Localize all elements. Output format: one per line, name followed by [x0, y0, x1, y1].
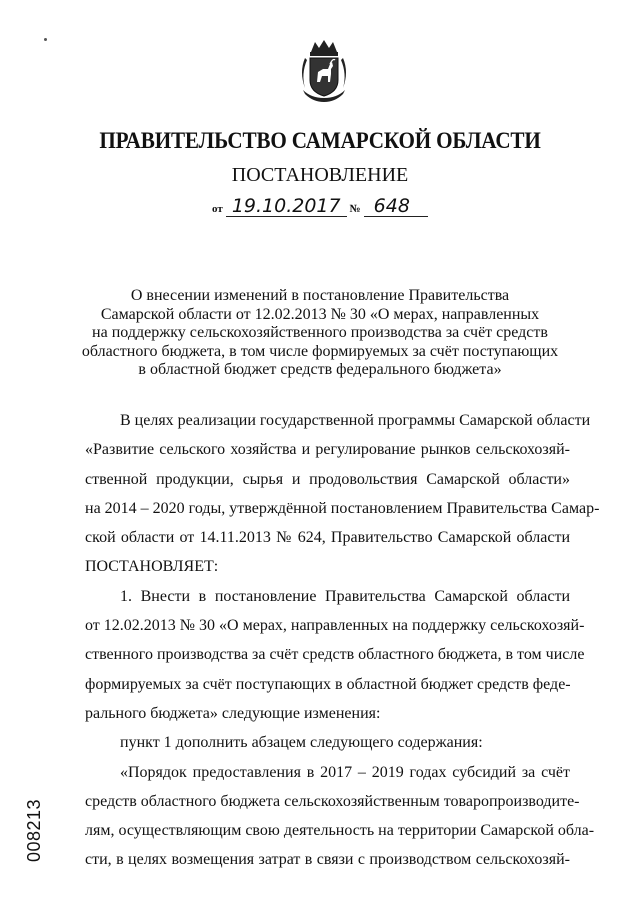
body-line: от 12.02.2013 № 30 «О мерах, направленных на поддержку сельскохозяй-	[85, 617, 585, 635]
coat-of-arms-icon	[297, 38, 351, 104]
subject-line: областного бюджета, в том числе формируемых за счёт поступающих	[81, 342, 559, 360]
body-line: рального бюджета» следующие изменения:	[85, 704, 381, 722]
document-subject	[60, 287, 580, 380]
subject-line: Самарской области от 12.02.2013 № 30 «О мерах, направленных	[100, 305, 540, 323]
body-line: лям, осуществляющим свою деятельность на территории Самарской обла-	[85, 822, 595, 840]
organization-title: ПРАВИТЕЛЬСТВО САМАРСКОЙ ОБЛАСТИ	[99, 128, 541, 153]
scan-mark	[44, 38, 47, 41]
date-prefix: от	[212, 203, 223, 215]
subject-line: на поддержку сельскохозяйственного производства за счёт средств	[92, 324, 548, 341]
body-line: В целях реализации государственной программы Самарской области	[120, 412, 591, 429]
body-line: «Порядок предоставления в 2017 – 2019 годах субсидий за счёт	[120, 763, 570, 781]
body-line: ПОСТАНОВЛЯЕТ:	[85, 558, 219, 576]
body-line: «Развитие сельского хозяйства и регулирование рынков сельскохозяй-	[85, 441, 570, 459]
document-date: 19.10.2017	[226, 196, 347, 217]
body-line: ской области от 14.11.2013 № 624, Правительство Самарской области	[85, 529, 570, 547]
document-number: 648	[364, 196, 428, 217]
body-line: ственного производства за счёт средств областного бюджета, в том числе	[85, 646, 585, 664]
body-line: 1. Внести в постановление Правительства Самарской области	[120, 587, 570, 605]
subject-line: О внесении изменений в постановление Правительства	[130, 287, 510, 304]
date-number-line	[0, 196, 640, 217]
document-body	[85, 406, 600, 875]
body-line: на 2014 – 2020 годы, утверждённой постановлением Правительства Самар-	[85, 499, 600, 517]
number-prefix: №	[349, 203, 361, 215]
body-line: средств областного бюджета сельскохозяйственным товаропроизводите-	[85, 792, 580, 810]
body-line: формируемых за счёт поступающих в областной бюджет средств феде-	[85, 675, 571, 693]
side-serial-number: 008213	[24, 798, 44, 862]
document-type: ПОСТАНОВЛЕНИЕ	[231, 164, 409, 186]
body-line: сти, в целях возмещения затрат в связи с производством сельскохозяй-	[85, 851, 570, 869]
body-line: ственной продукции, сырья и продовольствия Самарской области»	[85, 470, 570, 488]
subject-line: в областной бюджет средств федерального бюджета»	[138, 361, 502, 378]
body-line: пункт 1 дополнить абзацем следующего содержания:	[120, 734, 483, 752]
